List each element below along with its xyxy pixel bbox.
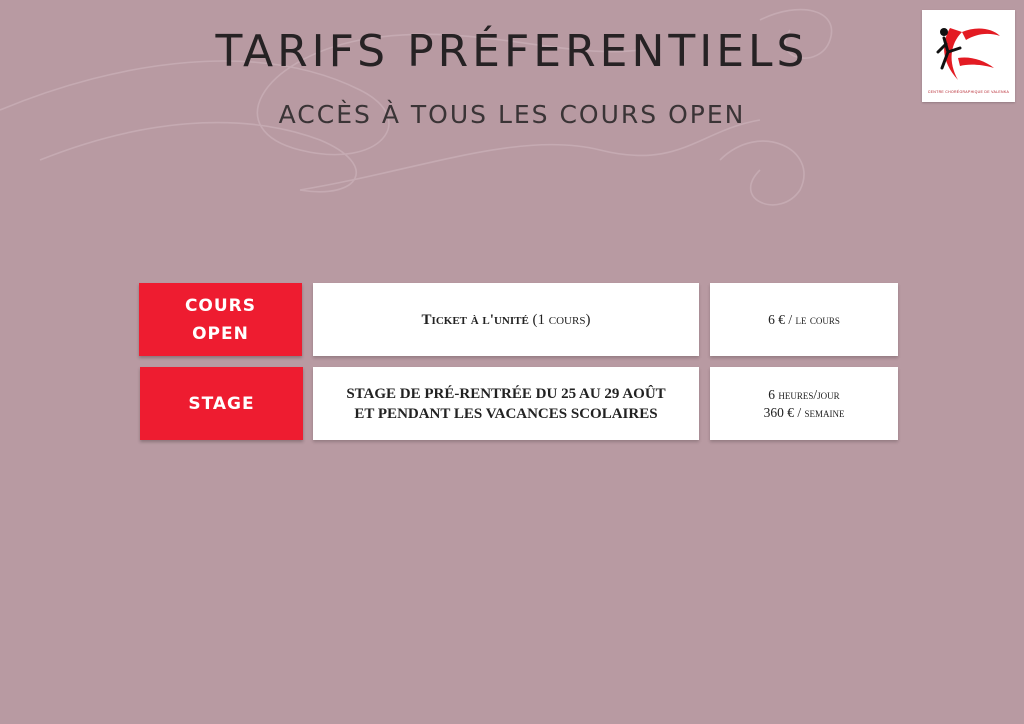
row-label-line: COURS xyxy=(184,295,257,316)
row-description-stage xyxy=(313,367,699,440)
description-line: ET PENDANT LES VACANCES SCOLAIRES xyxy=(354,405,658,422)
page-title: TARIFS PRÉFERENTIELS xyxy=(215,26,809,77)
row-price-stage xyxy=(710,367,898,440)
row-label-line: STAGE xyxy=(188,393,255,414)
price-line: 6 heures/jour xyxy=(768,386,840,402)
price-line: 6 € / le cours xyxy=(768,311,840,327)
description-bold: Ticket à l'unité xyxy=(421,311,529,328)
row-label-line: OPEN xyxy=(192,323,249,344)
description-line: STAGE DE PRÉ-RENTRÉE DU 25 AU 29 AOÛT xyxy=(346,385,666,402)
price-line: 360 € / semaine xyxy=(763,404,845,420)
row-price-ticket xyxy=(710,283,898,356)
row-label-stage xyxy=(140,367,303,440)
description-rest: (1 cours) xyxy=(528,311,591,328)
dancer-logo-icon xyxy=(932,22,1005,86)
row-label-cours-open xyxy=(139,283,302,356)
logo-caption: CENTRE CHORÉGRAPHIQUE DE VALENKA xyxy=(927,90,1010,94)
page-subtitle: ACCÈS À TOUS LES COURS OPEN xyxy=(278,100,746,129)
row-description-ticket xyxy=(313,283,699,356)
brand-logo xyxy=(922,10,1015,102)
